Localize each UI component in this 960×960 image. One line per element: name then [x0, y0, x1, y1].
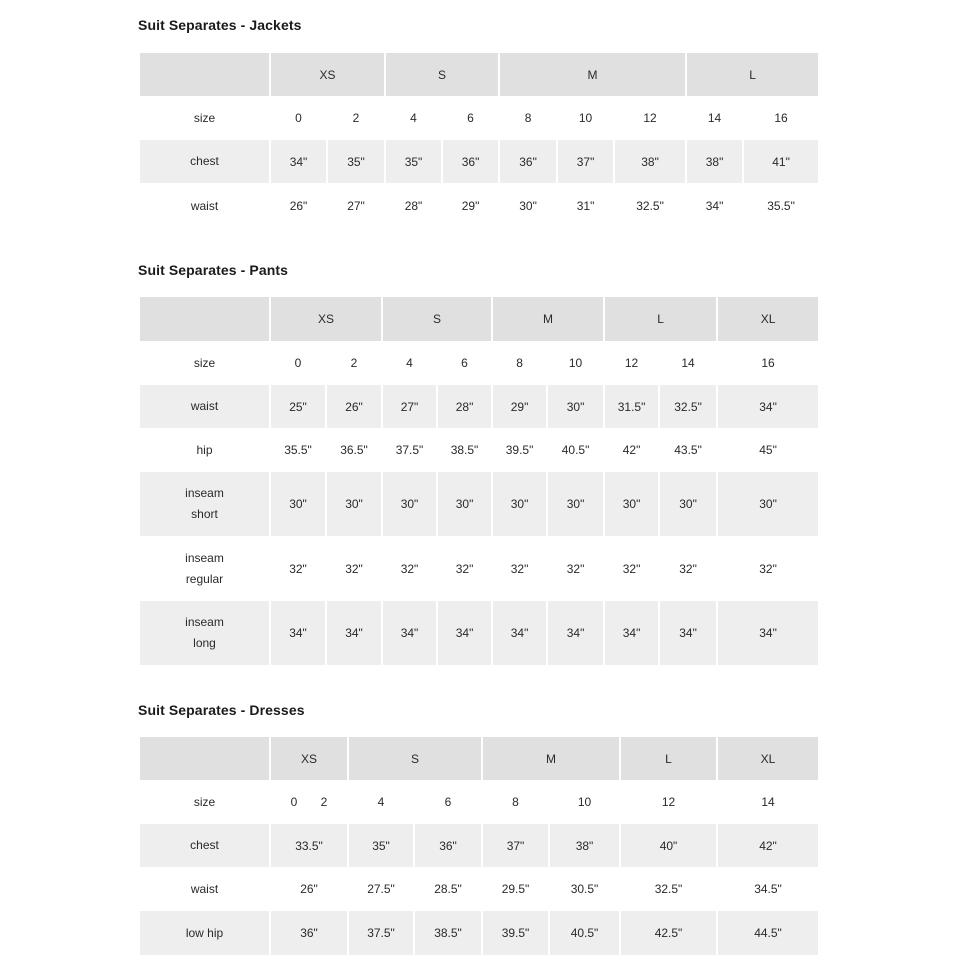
table-cell: 27" — [382, 385, 437, 428]
table-row — [140, 183, 818, 229]
table-cell: 30" — [382, 472, 437, 536]
table-cell: 30" — [547, 472, 604, 536]
table-cell: 41" — [743, 140, 818, 183]
header-corner — [140, 297, 270, 341]
table-cell: 34" — [717, 385, 818, 428]
row-label: waist — [140, 385, 270, 428]
table-cell: 34" — [326, 601, 382, 665]
table-cell: 30" — [270, 472, 326, 536]
table-cell: 26" — [326, 385, 382, 428]
size-group-xs: XS — [270, 297, 382, 341]
row-label: inseam long — [140, 601, 270, 665]
section-title-pants: Suit Separates - Pants — [138, 262, 289, 278]
size-group-m: M — [482, 737, 620, 780]
row-label: inseam regular — [185, 550, 224, 586]
size-group-l: L — [620, 737, 717, 780]
table-row — [140, 385, 818, 428]
size-group-header — [140, 737, 818, 780]
table-row — [140, 536, 818, 601]
table-row — [140, 341, 818, 385]
table-cell: 16 — [717, 341, 818, 385]
size-group-m: M — [499, 53, 686, 96]
table-cell: 25" — [270, 385, 326, 428]
row-label: waist — [190, 198, 219, 213]
table-cell: 39.5" — [492, 428, 547, 472]
table-cell: 37" — [482, 824, 549, 867]
table-cell: 40.5" — [547, 428, 604, 472]
table-cell: 4 — [348, 780, 414, 824]
size-group-m: M — [492, 297, 604, 341]
table-cell: 12 — [604, 341, 659, 385]
table-cell: 35" — [327, 140, 385, 183]
table-cell: 12 — [620, 780, 717, 824]
table-cell: 35.5" — [743, 183, 818, 229]
table-cell: 14 — [717, 780, 818, 824]
table-row — [140, 824, 818, 867]
table-cell: 30" — [659, 472, 717, 536]
size-group-header — [140, 297, 818, 341]
table-cell: 31.5" — [604, 385, 659, 428]
table-cell: 6 — [442, 96, 499, 140]
table-cell: 34" — [659, 601, 717, 665]
table-cell: 4 — [385, 96, 442, 140]
table-cell: 36" — [499, 140, 557, 183]
header-corner — [140, 53, 270, 96]
table-cell: 10 — [549, 780, 620, 824]
row-label: waist — [190, 881, 219, 896]
table-cell: 28.5" — [414, 867, 482, 911]
header-corner — [140, 737, 270, 780]
size-group-xs: XS — [270, 53, 385, 96]
table-cell: 35" — [348, 824, 414, 867]
table-cell: 42.5" — [620, 911, 717, 955]
table-cell: 36" — [270, 911, 348, 955]
table-cell: 45" — [717, 428, 818, 472]
table-cell: 34" — [492, 601, 547, 665]
table-cell: 39.5" — [482, 911, 549, 955]
table-cell: 32" — [270, 536, 326, 601]
table-cell: 32" — [492, 536, 547, 601]
row-label: chest — [140, 140, 270, 183]
table-cell: 26" — [270, 867, 348, 911]
table-cell: 30.5" — [549, 867, 620, 911]
table-cell: 29.5" — [482, 867, 549, 911]
table-cell: 44.5" — [717, 911, 818, 955]
size-group-l: L — [686, 53, 818, 96]
table-cell: 34" — [686, 183, 743, 229]
table-cell: 30" — [717, 472, 818, 536]
table-cell: 40" — [620, 824, 717, 867]
table-cell: 32.5" — [659, 385, 717, 428]
table-cell: 34" — [270, 140, 327, 183]
table-cell: 37.5" — [382, 428, 437, 472]
table-cell: 36" — [414, 824, 482, 867]
table-cell: 38" — [686, 140, 743, 183]
table-cell: 42" — [604, 428, 659, 472]
table-cell: 32" — [659, 536, 717, 601]
row-label: size — [193, 794, 216, 809]
table-cell: 8 — [499, 96, 557, 140]
table-cell: 28" — [437, 385, 492, 428]
table-cell: 34.5" — [717, 867, 818, 911]
table-cell: 0 — [270, 96, 327, 140]
table-cell: 34" — [382, 601, 437, 665]
table-cell: 34" — [717, 601, 818, 665]
table-cell: 42" — [717, 824, 818, 867]
table-cell: 31" — [557, 183, 614, 229]
size-group-l: L — [604, 297, 717, 341]
table-cell: 37.5" — [348, 911, 414, 955]
table-cell: 2 — [327, 96, 385, 140]
table-row — [140, 140, 818, 183]
table-cell: 29" — [442, 183, 499, 229]
row-label: low hip — [140, 911, 270, 955]
table-cell: 27" — [327, 183, 385, 229]
table-cell: 33.5" — [270, 824, 348, 867]
table-cell: 43.5" — [659, 428, 717, 472]
table-cell: 2 — [326, 341, 382, 385]
table-row — [140, 911, 818, 955]
pants-size-table — [140, 297, 818, 665]
table-cell: 30" — [499, 183, 557, 229]
table-cell: 35.5" — [270, 428, 326, 472]
table-cell: 36.5" — [326, 428, 382, 472]
dresses-size-table — [140, 737, 818, 955]
table-cell: 34" — [437, 601, 492, 665]
size-group-s: S — [385, 53, 499, 96]
jackets-size-table — [140, 53, 818, 229]
table-cell: 16 — [743, 96, 818, 140]
table-cell: 30" — [326, 472, 382, 536]
table-row — [140, 867, 818, 911]
table-cell: 8 — [492, 341, 547, 385]
table-cell: 36" — [442, 140, 499, 183]
table-cell: 34" — [270, 601, 326, 665]
table-cell: 34" — [547, 601, 604, 665]
table-cell: 38.5" — [437, 428, 492, 472]
table-row — [140, 780, 818, 824]
table-cell: 38" — [614, 140, 686, 183]
table-row — [140, 96, 818, 140]
table-cell: 29" — [492, 385, 547, 428]
table-cell: 32.5" — [614, 183, 686, 229]
table-cell: 32" — [717, 536, 818, 601]
section-title-jackets: Suit Separates - Jackets — [138, 17, 302, 33]
table-cell: 37" — [557, 140, 614, 183]
table-cell: 14 — [686, 96, 743, 140]
table-cell: 0 — [270, 341, 326, 385]
row-label: hip — [196, 442, 213, 457]
size-group-s: S — [382, 297, 492, 341]
table-cell: 8 — [482, 780, 549, 824]
size-group-s: S — [348, 737, 482, 780]
table-cell: 26" — [270, 183, 327, 229]
table-cell: 6 — [437, 341, 492, 385]
row-label: chest — [140, 824, 270, 867]
table-cell: 32" — [604, 536, 659, 601]
table-cell: 6 — [414, 780, 482, 824]
size-group-xs: XS — [270, 737, 348, 780]
table-cell: 4 — [382, 341, 437, 385]
table-cell: 32.5" — [620, 867, 717, 911]
table-cell: 10 — [557, 96, 614, 140]
row-label: size — [193, 355, 216, 370]
size-group-xl: XL — [717, 737, 818, 780]
table-cell: 30" — [492, 472, 547, 536]
table-cell: 32" — [382, 536, 437, 601]
table-cell: 14 — [659, 341, 717, 385]
table-row — [140, 472, 818, 536]
section-title-dresses: Suit Separates - Dresses — [138, 702, 305, 718]
table-cell: 0 2 — [270, 780, 348, 824]
table-row — [140, 601, 818, 665]
table-cell: 27.5" — [348, 867, 414, 911]
table-cell: 12 — [614, 96, 686, 140]
table-cell: 32" — [437, 536, 492, 601]
size-group-header — [140, 53, 818, 96]
table-cell: 28" — [385, 183, 442, 229]
table-cell: 38.5" — [414, 911, 482, 955]
table-cell: 30" — [604, 472, 659, 536]
table-cell: 30" — [437, 472, 492, 536]
size-group-xl: XL — [717, 297, 818, 341]
table-cell: 40.5" — [549, 911, 620, 955]
row-label: inseam short — [140, 472, 270, 536]
row-label: size — [193, 110, 216, 125]
table-cell: 10 — [547, 341, 604, 385]
table-cell: 38" — [549, 824, 620, 867]
table-cell: 34" — [604, 601, 659, 665]
table-cell: 30" — [547, 385, 604, 428]
table-cell: 32" — [326, 536, 382, 601]
table-row — [140, 428, 818, 472]
table-cell: 32" — [547, 536, 604, 601]
table-cell: 35" — [385, 140, 442, 183]
